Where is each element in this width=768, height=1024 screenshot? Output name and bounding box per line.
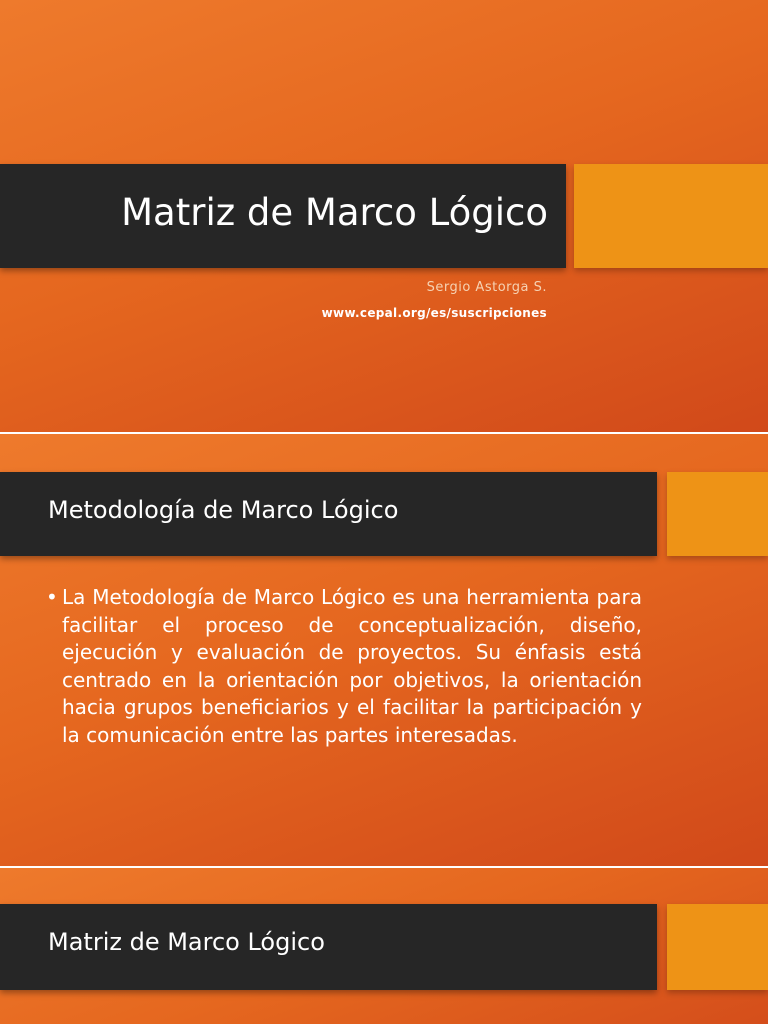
author-name: Sergio Astorga S. — [426, 280, 547, 295]
heading-band — [0, 904, 657, 990]
bullet-list-item — [46, 584, 642, 749]
slide-heading: Matriz de Marco Lógico — [48, 928, 325, 956]
slide-2 — [0, 434, 768, 866]
subscription-link[interactable]: www.cepal.org/es/suscripciones — [321, 306, 547, 320]
accent-block — [574, 164, 768, 268]
bullet-text: La Metodología de Marco Lógico es una herramienta para facilitar el proceso de conceptualización, diseño, ejecución y evaluación de proyectos. Su énfasis está centrado en la orientación por objetivos, la orientación hacia grupos beneficiarios y el facilitar la participación y la comunicación entre las partes interesadas. — [62, 585, 642, 747]
bullet-icon: • — [46, 585, 58, 609]
heading-band — [0, 472, 657, 556]
slide-title: Matriz de Marco Lógico — [121, 191, 548, 234]
slide-1 — [0, 0, 768, 432]
accent-block — [667, 904, 768, 990]
slide-heading: Metodología de Marco Lógico — [48, 496, 399, 524]
title-band — [0, 164, 566, 268]
slide-3 — [0, 868, 768, 1024]
accent-block — [667, 472, 768, 556]
